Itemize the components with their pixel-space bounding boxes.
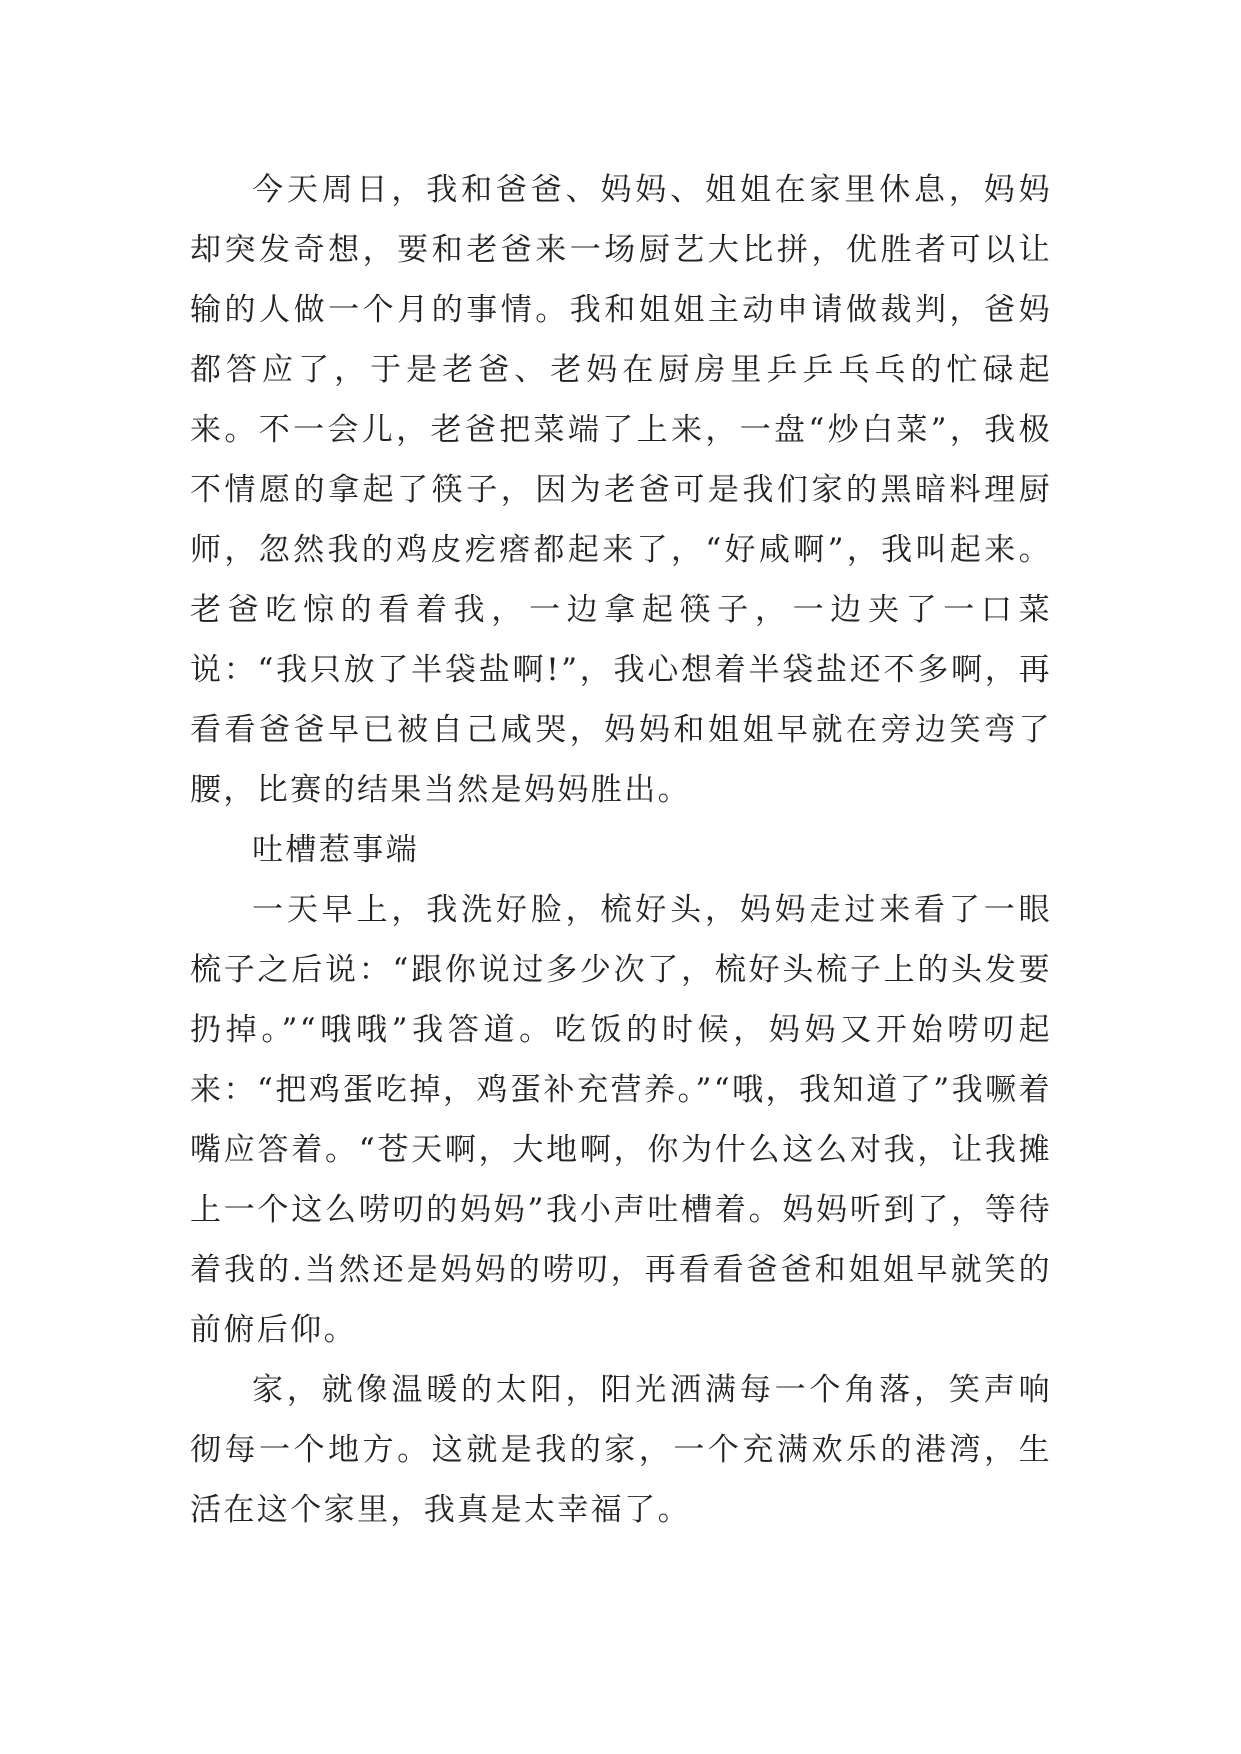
- section-heading: 吐槽惹事端: [252, 832, 419, 868]
- paragraph-conclusion: 家，就像温暖的太阳，阳光洒满每一个角落，笑声响彻每一个地方。这就是我的家，一个充满欢乐的港湾，生活在这个家里，我真是太幸福了。: [190, 1372, 1052, 1528]
- paragraph-nagging-mom: 一天早上，我洗好脸，梳好头，妈妈走过来看了一眼梳子之后说：“跟你说过多少次了，梳好头梳子上的头发要扔掉。”“哦哦”我答道。吃饭的时候，妈妈又开始唠叨起来：“把鸡蛋吃掉，鸡蛋补充营养。”“哦，我知道了”我噘着嘴应答着。“苍天啊，大地啊，你为什么这么对我，让我摊上一个这么唠叨的妈妈”我小声吐槽着。妈妈听到了，等待着我的.当然还是妈妈的唠叨，再看看爸爸和姐姐早就笑的前俯后仰。: [190, 892, 1052, 1348]
- document-body: [190, 160, 1052, 1540]
- paragraph-cooking-contest: 今天周日，我和爸爸、妈妈、姐姐在家里休息，妈妈却突发奇想，要和老爸来一场厨艺大比拼，优胜者可以让输的人做一个月的事情。我和姐姐主动申请做裁判，爸妈都答应了，于是老爸、老妈在厨房里乒乒乓乓的忙碌起来。不一会儿，老爸把菜端了上来，一盘“炒白菜”，我极不情愿的拿起了筷子，因为老爸可是我们家的黑暗料理厨师，忽然我的鸡皮疙瘩都起来了，“好咸啊”，我叫起来。老爸吃惊的看着我，一边拿起筷子，一边夹了一口菜说：“我只放了半袋盐啊!”，我心想着半袋盐还不多啊，再看看爸爸早已被自己咸哭，妈妈和姐姐早就在旁边笑弯了腰，比赛的结果当然是妈妈胜出。: [190, 172, 1052, 808]
